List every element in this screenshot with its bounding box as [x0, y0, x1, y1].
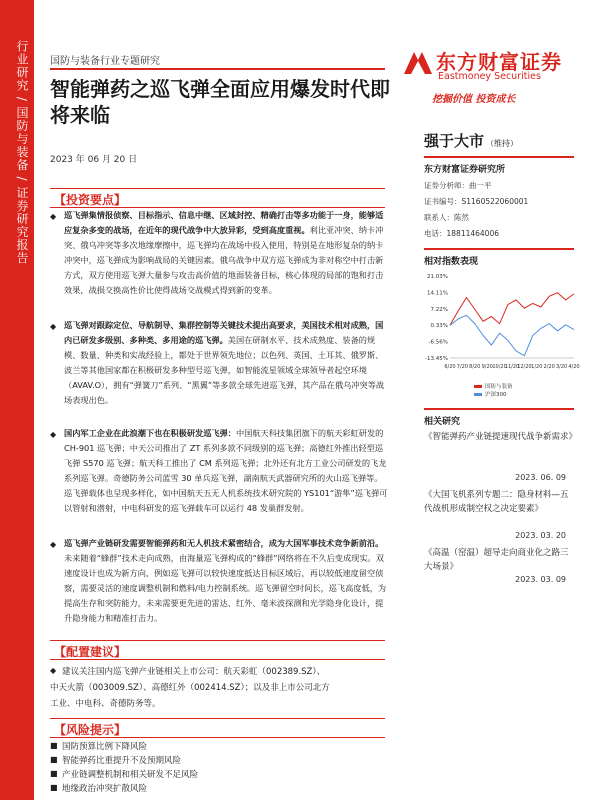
section-risks [50, 718, 385, 738]
brand-slogan: 挖掘价值 投资成长 [432, 94, 516, 105]
institute-name: 东方财富证券研究所 [424, 156, 574, 175]
related-item-2[interactable]: 《高温（窑温）超导走向商业化之路三大场景》 [424, 548, 569, 572]
cert-number: 证书编号：S1160522060001 [424, 197, 529, 206]
rating-sub: （维持） [486, 139, 519, 148]
sidebar [0, 0, 34, 800]
bullet-icon: ◆ [50, 540, 57, 549]
legend-swatch-1 [474, 393, 482, 396]
relative-index-chart [418, 270, 578, 380]
x-tick-label: 11/20 [504, 364, 520, 370]
highlight-body-0: 利比亚冲突、纳卡冲突、俄乌冲突等多次地缘摩擦中，巡飞弹均在战场中投入使用，特别是在地形复杂的纳卡冲突中，巡飞弹成为影响战局的关键因素。俄乌战争中双方巡飞弹成为非对称空中打击新方式，双方使用巡飞弹大量参与攻击高价值的地面装备目标，核心体现的局部的饱和打击效果，战损交换高性价比使得战场交战模式得到新的变革。 [64, 225, 384, 295]
related-date-2: 2023. 03. 09 [515, 575, 566, 584]
square-bullet-icon: ■ [50, 741, 58, 750]
x-tick-label: 12/20 [517, 364, 532, 370]
highlight-paragraph-3 [50, 536, 390, 626]
x-tick-label: 8/20 [469, 364, 481, 370]
risk-item-3: 地缘政治冲突扩散风险 [62, 784, 148, 794]
square-bullet-icon: ■ [50, 755, 58, 764]
section-highlights-heading: 【投资要点】 [54, 193, 127, 207]
report-category: 国防与装备行业专题研究 [50, 56, 160, 67]
legend-item-0 [474, 382, 513, 390]
section-allocation-heading: 【配置建议】 [54, 645, 127, 659]
highlight-lead-2: 国内军工企业在此浪潮下也在积极研发巡飞弹： [64, 428, 236, 438]
section-risks-heading: 【风险提示】 [54, 723, 127, 737]
allocation-line-1: 中天火箭（003009.SZ）、高德红外（002414.SZ）；以及非上市公司北方 [50, 683, 330, 693]
sidebar-text: 行业研究 / 国防与装备 / 证券研究报告 [15, 40, 29, 265]
highlight-paragraph-0 [50, 208, 390, 298]
related-date-1: 2023. 03. 20 [515, 531, 566, 540]
highlight-lead-0: 巡飞弹集情报侦察、目标指示、信息中继、区域封控、精确打击等多功能于一身，能够适应复杂多变的战场，在近年的现代战争中大放异彩，受到高度重视。 [64, 210, 384, 235]
bullet-icon: ◆ [50, 322, 57, 331]
divider [50, 68, 385, 70]
related-date-0: 2023. 06. 09 [515, 473, 566, 482]
square-bullet-icon: ■ [50, 783, 58, 792]
brand-logo [402, 44, 562, 90]
highlight-paragraph-2 [50, 426, 390, 516]
legend-label-0: 国防与装备 [485, 384, 513, 390]
page-title: 智能弹药之巡飞弹全面应用爆发时代即将来临 [50, 77, 390, 127]
related-item-1[interactable]: 《大国飞机系列专题二：隐身材料—五代战机形成制空权之决定要素》 [424, 490, 569, 514]
chart-title: 相对指数表现 [424, 248, 574, 267]
y-tick-label: 21.03% [427, 274, 448, 280]
x-tick-label: 7/20 [456, 364, 469, 370]
bullet-icon: ◆ [50, 212, 57, 221]
report-date: 2023 年 06 月 20 日 [50, 155, 138, 165]
section-highlights [50, 188, 385, 208]
highlight-lead-3: 巡飞弹产业链研发需要智能弹药和无人机技术紧密结合，成为大国军事技术竞争新前沿。 [64, 538, 384, 548]
analyst: 证券分析师：曲一平 [424, 181, 492, 190]
series-line-0 [450, 293, 574, 326]
x-tick-label: 4/20 [568, 364, 580, 370]
allocation-line-0: 建议关注国内巡飞弹产业链相关上市公司：航天彩虹（002389.SZ）、 [62, 667, 326, 677]
risk-item-0: 国防预算比例下降风险 [62, 742, 148, 752]
legend-swatch-0 [474, 385, 482, 388]
bullet-icon: ◆ [50, 430, 57, 439]
square-bullet-icon: ■ [50, 769, 58, 778]
x-tick-label: 9/20 [481, 364, 493, 370]
series-line-1 [450, 315, 574, 355]
x-tick-label: 6/20 [444, 364, 456, 370]
highlight-paragraph-1 [50, 318, 390, 408]
related-item-0[interactable]: 《智能弹药产业链提速现代战争新需求》 [424, 432, 578, 442]
logo-mark-icon [402, 48, 434, 78]
y-tick-label: -13.45% [425, 356, 448, 362]
contact-person: 联系人：陈然 [424, 213, 469, 222]
phone: 电话：18811464006 [424, 229, 499, 238]
logo-cn-text: 东方财富证券 [436, 50, 562, 74]
x-tick-label: 1/20 [531, 364, 543, 370]
y-tick-label: 14.11% [427, 290, 448, 297]
risk-item-1: 智能弹药比重提升不及预期风险 [62, 756, 182, 766]
x-tick-label: 2/20 [543, 364, 555, 370]
x-tick-label: 10/20 [492, 364, 507, 370]
rating-label: 强于大市 [424, 132, 485, 150]
bullet-icon: ◆ [50, 666, 57, 675]
y-tick-label: 7.22% [430, 306, 448, 313]
highlight-body-2: 中国航天科技集团旗下的航天彩虹研发的 CH-901 巡飞弹；中天公司推出了 ZT 系列多款不同级别的巡飞弹；高德红外推出轻型巡飞弹 S570 巡飞弹；航天科工推出了 CM 系列巡飞弹；北外还有北方工业公司研发的飞龙系列巡飞弹。奇德防务公司蓝雪 30 单兵巡飞弹，湖南航天武器研究所的火山巡飞弹等。巡飞弹载体也呈现多样化，如中国航天五无人机系统技术研究院的 YS101“游隼”巡飞弹可以管射和潜射，中电科研发的巡飞弹载车可以运行 48 发巢群发射。 [64, 428, 388, 513]
highlight-body-3: 未来随着“蜂群”技术走向成熟，由海量巡飞弹构成的“蜂群”网络将在不久后变成现实。双速度设计也成为新方向，例如巡飞弹可以较快速度抵达目标区域后，再以较低速度留空侦察，需要灵活的速度调整机制和燃料/电力控制系统。巡飞弹留空时间长，巡飞高度低，为提高生存和突防能力，未来需要更先进的雷达、红外、毫米波探测和光学隐身化设计，提升隐身能力和精准打击力。 [64, 553, 387, 623]
allocation-line-2: 工业、中电科、奇德防务等。 [50, 699, 161, 709]
section-allocation [50, 640, 385, 660]
related-title: 相关研究 [424, 408, 574, 427]
legend-label-1: 沪深300 [485, 392, 507, 398]
rating [424, 130, 518, 151]
legend-item-1 [474, 390, 507, 398]
highlight-lead-1: 巡飞弹对跟踪定位、导航制导、集群控制等关键技术提出高要求，美国技术相对成熟，国内已研发多级别、多种类、多用途的巡飞弹。 [64, 320, 384, 345]
y-tick-label: 0.33% [430, 323, 448, 330]
risk-item-2: 产业链调整机制和相关研发不足风险 [62, 770, 199, 780]
highlight-body-1: 美国在研制水平、技术成熟度、装备的规模、数量、种类和实战经验上，都处于世界领先地位；以色列、英国、土耳其、俄罗斯、波兰等其他国家都在积极研发多种型号巡飞弹，如智能流星领域全球领导者起空环境（AVAV.O），拥有“弹簧刀”系列、“黑翼”等多款全球先进巡飞弹，其产品在俄乌冲突等战场表现出色。 [64, 335, 385, 405]
x-tick-label: 3/20 [555, 364, 568, 370]
y-tick-label: -6.56% [428, 339, 448, 346]
logo-en-text: Eastmoney Securities [438, 71, 541, 82]
